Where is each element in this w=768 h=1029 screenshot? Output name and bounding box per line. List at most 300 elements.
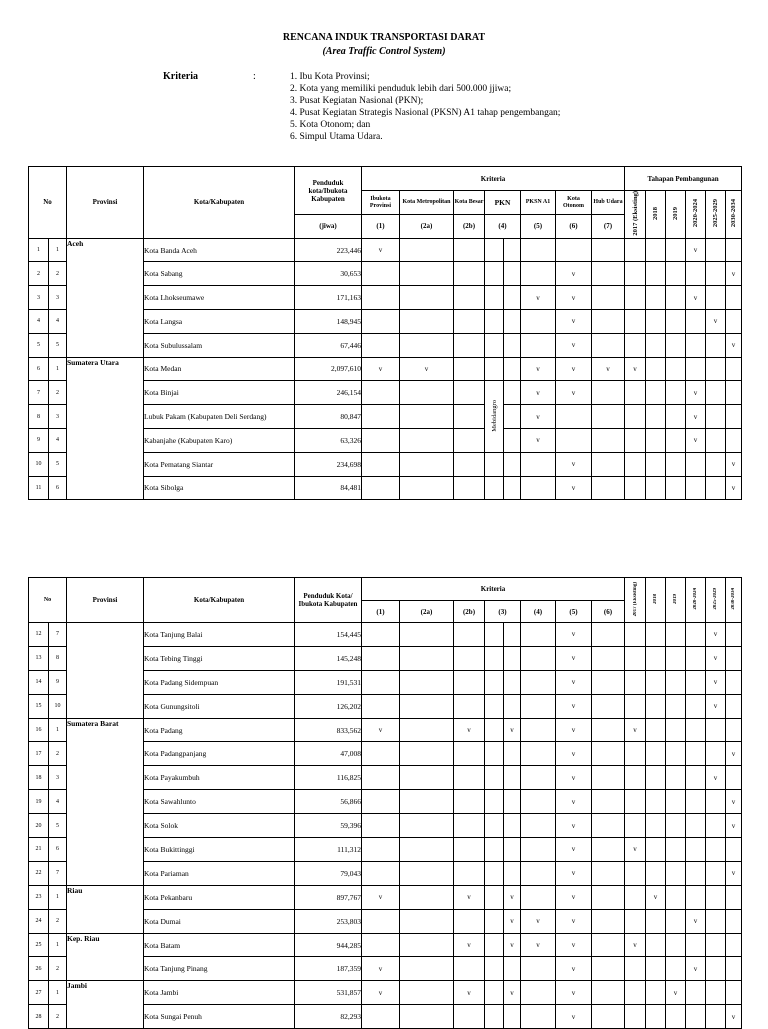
year-mark bbox=[706, 814, 726, 838]
criteria-mark: v bbox=[556, 981, 592, 1005]
criteria-mark bbox=[592, 885, 625, 909]
population-cell: 246,154 bbox=[295, 381, 362, 405]
criteria-mark bbox=[521, 1005, 556, 1029]
header-year: 2030-2034 bbox=[730, 199, 738, 228]
table-row bbox=[29, 981, 742, 1005]
criteria-mark bbox=[362, 286, 400, 310]
header-no: No bbox=[29, 167, 67, 239]
criteria-mark bbox=[362, 452, 400, 476]
year-mark bbox=[646, 766, 666, 790]
header-crit-code: (2a) bbox=[400, 601, 454, 623]
criteria-mark bbox=[400, 405, 454, 429]
population-cell: 148,945 bbox=[295, 310, 362, 334]
year-mark bbox=[666, 861, 686, 885]
year-mark bbox=[666, 262, 686, 286]
year-mark bbox=[706, 428, 726, 452]
year-mark bbox=[666, 909, 686, 933]
criteria-mark: v bbox=[400, 357, 454, 381]
year-mark bbox=[646, 694, 666, 718]
criteria-mark bbox=[362, 405, 400, 429]
criteria-mark: v bbox=[556, 452, 592, 476]
row-subnumber: 3 bbox=[49, 405, 67, 429]
criteria-mark bbox=[592, 333, 625, 357]
year-mark bbox=[666, 838, 686, 862]
criteria-mark bbox=[362, 838, 400, 862]
year-mark bbox=[686, 861, 706, 885]
year-mark bbox=[686, 814, 706, 838]
criteria-mark bbox=[485, 933, 504, 957]
criteria-mark: v bbox=[556, 670, 592, 694]
criteria-mark bbox=[485, 476, 504, 500]
year-mark bbox=[646, 333, 666, 357]
criteria-mark bbox=[504, 405, 521, 429]
criteria-mark bbox=[400, 381, 454, 405]
criteria-mark bbox=[400, 861, 454, 885]
year-mark bbox=[686, 310, 706, 334]
header-crit-code: (1) bbox=[362, 215, 400, 238]
year-mark: v bbox=[726, 790, 742, 814]
year-mark bbox=[686, 357, 706, 381]
province-cell bbox=[67, 623, 144, 719]
city-cell: Kota Tebing Tinggi bbox=[144, 646, 295, 670]
criteria-mark bbox=[592, 861, 625, 885]
year-mark bbox=[706, 909, 726, 933]
criteria-mark bbox=[485, 623, 504, 647]
criteria-mark bbox=[485, 286, 504, 310]
year-mark bbox=[666, 310, 686, 334]
criteria-mark: v bbox=[556, 333, 592, 357]
criteria-mark bbox=[400, 814, 454, 838]
criteria-mark bbox=[362, 428, 400, 452]
criteria-mark bbox=[504, 814, 521, 838]
criteria-mark bbox=[504, 861, 521, 885]
city-cell: Kota Sabang bbox=[144, 262, 295, 286]
year-mark bbox=[625, 766, 646, 790]
criteria-mark bbox=[485, 310, 504, 334]
criteria-mark bbox=[400, 670, 454, 694]
criteria-mark: v bbox=[556, 718, 592, 742]
criteria-mark bbox=[504, 428, 521, 452]
province-cell: Kep. Riau bbox=[67, 933, 144, 981]
header-year: 2030-2034 bbox=[731, 588, 736, 610]
year-mark bbox=[625, 981, 646, 1005]
header-year: 2018 bbox=[653, 594, 658, 604]
criteria-mark bbox=[592, 670, 625, 694]
header-crit-code: (6) bbox=[556, 215, 592, 238]
criteria-mark bbox=[592, 814, 625, 838]
criteria-mark bbox=[592, 310, 625, 334]
year-mark bbox=[646, 861, 666, 885]
criteria-mark bbox=[521, 694, 556, 718]
header-crit-code: (6) bbox=[592, 601, 625, 623]
year-mark bbox=[625, 790, 646, 814]
year-mark: v bbox=[726, 742, 742, 766]
row-number: 12 bbox=[29, 623, 49, 647]
criteria-mark bbox=[400, 694, 454, 718]
year-mark bbox=[666, 790, 686, 814]
year-mark bbox=[646, 981, 666, 1005]
criteria-mark bbox=[454, 646, 485, 670]
year-mark bbox=[726, 981, 742, 1005]
year-mark bbox=[706, 718, 726, 742]
criteria-mark bbox=[362, 742, 400, 766]
criteria-mark bbox=[504, 623, 521, 647]
year-mark: v bbox=[726, 262, 742, 286]
year-mark bbox=[686, 790, 706, 814]
criteria-mark bbox=[592, 476, 625, 500]
criteria-mark bbox=[521, 476, 556, 500]
year-mark bbox=[686, 623, 706, 647]
criteria-mark bbox=[504, 838, 521, 862]
header-kota: Kota/Kabupaten bbox=[144, 578, 295, 623]
year-mark bbox=[686, 646, 706, 670]
criteria-mark bbox=[400, 909, 454, 933]
year-mark bbox=[706, 286, 726, 310]
criteria-mark bbox=[454, 742, 485, 766]
header-crit-hub: Hub Udara bbox=[592, 191, 625, 215]
year-mark bbox=[666, 694, 686, 718]
criteria-mark: v bbox=[556, 357, 592, 381]
criteria-mark: v bbox=[521, 428, 556, 452]
row-subnumber: 3 bbox=[49, 766, 67, 790]
header-crit-kota-besar: Kota Besar bbox=[454, 191, 485, 215]
criteria-mark bbox=[592, 742, 625, 766]
year-mark bbox=[686, 1005, 706, 1029]
year-mark bbox=[625, 670, 646, 694]
criteria-mark bbox=[362, 381, 400, 405]
year-mark bbox=[686, 838, 706, 862]
table-row bbox=[29, 718, 742, 742]
header-year: 2019 bbox=[672, 206, 679, 220]
year-mark bbox=[625, 333, 646, 357]
criteria-mark bbox=[362, 333, 400, 357]
criteria-mark bbox=[485, 838, 504, 862]
year-mark bbox=[666, 238, 686, 262]
table-row bbox=[29, 885, 742, 909]
year-mark bbox=[646, 262, 666, 286]
year-mark bbox=[646, 790, 666, 814]
year-mark bbox=[666, 646, 686, 670]
city-cell: Kota Binjai bbox=[144, 381, 295, 405]
population-cell: 897,767 bbox=[295, 885, 362, 909]
criteria-mark bbox=[400, 333, 454, 357]
year-mark: v bbox=[726, 814, 742, 838]
year-mark bbox=[726, 909, 742, 933]
year-mark bbox=[726, 286, 742, 310]
criteria-mark bbox=[362, 766, 400, 790]
criteria-mark bbox=[592, 909, 625, 933]
year-mark: v bbox=[706, 694, 726, 718]
population-cell: 2,097,610 bbox=[295, 357, 362, 381]
year-mark bbox=[646, 623, 666, 647]
criteria-mark bbox=[400, 286, 454, 310]
year-mark bbox=[625, 286, 646, 310]
province-cell: Jambi bbox=[67, 981, 144, 1029]
city-cell: Kota Dumai bbox=[144, 909, 295, 933]
row-number: 4 bbox=[29, 310, 49, 334]
criteria-mark bbox=[454, 238, 485, 262]
year-mark bbox=[646, 670, 666, 694]
population-cell: 531,857 bbox=[295, 981, 362, 1005]
year-mark bbox=[666, 381, 686, 405]
province-cell: Riau bbox=[67, 885, 144, 933]
year-mark bbox=[686, 981, 706, 1005]
row-number: 11 bbox=[29, 476, 49, 500]
year-mark bbox=[646, 646, 666, 670]
year-mark bbox=[666, 333, 686, 357]
criteria-mark bbox=[454, 428, 485, 452]
city-cell: Kota Bukittinggi bbox=[144, 838, 295, 862]
criteria-mark bbox=[592, 790, 625, 814]
criteria-mark bbox=[521, 838, 556, 862]
year-mark bbox=[625, 262, 646, 286]
row-number: 26 bbox=[29, 957, 49, 981]
year-mark bbox=[625, 452, 646, 476]
year-mark: v bbox=[666, 981, 686, 1005]
year-mark bbox=[686, 933, 706, 957]
criteria-mark bbox=[400, 957, 454, 981]
criteria-mark: v bbox=[556, 814, 592, 838]
criteria-mark bbox=[521, 333, 556, 357]
criteria-mark bbox=[400, 310, 454, 334]
header-crit-pkn: PKN bbox=[485, 191, 521, 215]
population-cell: 171,163 bbox=[295, 286, 362, 310]
criteria-mark: v bbox=[521, 286, 556, 310]
criteria-mark bbox=[400, 885, 454, 909]
row-number: 17 bbox=[29, 742, 49, 766]
header-year: 2025-2029 bbox=[713, 588, 718, 610]
criteria-mark bbox=[362, 933, 400, 957]
header-no: No bbox=[29, 578, 67, 623]
criteria-mark bbox=[504, 766, 521, 790]
criteria-mark bbox=[504, 381, 521, 405]
year-mark bbox=[686, 742, 706, 766]
year-mark bbox=[646, 933, 666, 957]
year-mark bbox=[686, 452, 706, 476]
year-mark bbox=[726, 357, 742, 381]
city-cell: Kota Solok bbox=[144, 814, 295, 838]
row-subnumber: 2 bbox=[49, 381, 67, 405]
row-number: 19 bbox=[29, 790, 49, 814]
header-crit-code: (5) bbox=[556, 601, 592, 623]
row-subnumber: 2 bbox=[49, 909, 67, 933]
criteria-mark bbox=[485, 694, 504, 718]
criteria-mark bbox=[592, 694, 625, 718]
criteria-mark bbox=[592, 766, 625, 790]
criteria-mark bbox=[592, 1005, 625, 1029]
criteria-mark bbox=[485, 766, 504, 790]
document-subtitle: (Area Traffic Control System) bbox=[322, 46, 446, 57]
pkn-merged-label: Mebidangro bbox=[490, 399, 498, 432]
year-mark bbox=[666, 476, 686, 500]
row-number: 25 bbox=[29, 933, 49, 957]
criteria-mark bbox=[592, 646, 625, 670]
criteria-mark bbox=[592, 238, 625, 262]
year-mark bbox=[666, 742, 686, 766]
criteria-table-2 bbox=[28, 577, 742, 1029]
criteria-mark bbox=[362, 909, 400, 933]
criteria-mark bbox=[521, 766, 556, 790]
header-crit-otonom: Kota Otonom bbox=[556, 191, 592, 215]
table-row bbox=[29, 357, 742, 381]
header-year: 2018 bbox=[652, 206, 659, 220]
year-mark: v bbox=[646, 885, 666, 909]
header-year: 2020-2024 bbox=[692, 199, 699, 228]
row-subnumber: 3 bbox=[49, 286, 67, 310]
header-penduduk-unit: (jiwa) bbox=[295, 215, 362, 238]
year-mark bbox=[726, 694, 742, 718]
criteria-item: 1. Ibu Kota Provinsi; bbox=[290, 72, 370, 82]
city-cell: Kota Gunungsitoli bbox=[144, 694, 295, 718]
criteria-mark bbox=[592, 262, 625, 286]
row-number: 7 bbox=[29, 381, 49, 405]
criteria-mark bbox=[521, 238, 556, 262]
criteria-mark: v bbox=[362, 357, 400, 381]
population-cell: 67,446 bbox=[295, 333, 362, 357]
year-mark bbox=[646, 718, 666, 742]
criteria-mark bbox=[521, 623, 556, 647]
criteria-mark bbox=[362, 262, 400, 286]
year-mark: v bbox=[706, 623, 726, 647]
city-cell: Kota Sawahlunto bbox=[144, 790, 295, 814]
year-mark bbox=[726, 381, 742, 405]
population-cell: 59,396 bbox=[295, 814, 362, 838]
year-mark: v bbox=[686, 405, 706, 429]
province-cell: Sumatera Barat bbox=[67, 718, 144, 885]
criteria-mark: v bbox=[556, 790, 592, 814]
year-mark: v bbox=[706, 670, 726, 694]
criteria-mark bbox=[454, 694, 485, 718]
criteria-mark: v bbox=[556, 933, 592, 957]
city-cell: Kota Lhokseumawe bbox=[144, 286, 295, 310]
criteria-mark bbox=[485, 742, 504, 766]
criteria-mark bbox=[485, 718, 504, 742]
criteria-mark: v bbox=[556, 742, 592, 766]
criteria-mark bbox=[504, 357, 521, 381]
criteria-mark bbox=[521, 742, 556, 766]
year-mark: v bbox=[706, 766, 726, 790]
criteria-mark bbox=[521, 646, 556, 670]
year-mark bbox=[726, 885, 742, 909]
criteria-mark: v bbox=[556, 286, 592, 310]
year-mark bbox=[706, 933, 726, 957]
criteria-mark: v bbox=[454, 885, 485, 909]
header-year: 2017 (Eksisting) bbox=[631, 191, 639, 236]
criteria-label: Kriteria bbox=[163, 71, 198, 82]
header-crit-code: (4) bbox=[485, 215, 521, 238]
header-tahapan: Tahapan Pembangunan bbox=[625, 167, 742, 191]
year-mark bbox=[706, 981, 726, 1005]
criteria-mark bbox=[400, 790, 454, 814]
criteria-mark bbox=[454, 861, 485, 885]
criteria-mark bbox=[362, 694, 400, 718]
row-subnumber: 5 bbox=[49, 333, 67, 357]
criteria-mark bbox=[485, 861, 504, 885]
population-cell: 145,248 bbox=[295, 646, 362, 670]
header-crit-code: (3) bbox=[485, 601, 521, 623]
year-mark bbox=[726, 838, 742, 862]
population-cell: 187,359 bbox=[295, 957, 362, 981]
criteria-list bbox=[290, 71, 560, 144]
criteria-mark bbox=[521, 861, 556, 885]
criteria-mark bbox=[592, 405, 625, 429]
criteria-mark bbox=[454, 670, 485, 694]
year-mark bbox=[726, 718, 742, 742]
year-mark bbox=[625, 694, 646, 718]
population-cell: 126,202 bbox=[295, 694, 362, 718]
criteria-mark bbox=[592, 957, 625, 981]
year-mark bbox=[646, 476, 666, 500]
criteria-mark bbox=[400, 646, 454, 670]
row-number: 10 bbox=[29, 452, 49, 476]
criteria-mark bbox=[592, 933, 625, 957]
row-subnumber: 2 bbox=[49, 957, 67, 981]
year-mark bbox=[625, 428, 646, 452]
criteria-item: 3. Pusat Kegiatan Nasional (PKN); bbox=[290, 96, 424, 107]
criteria-mark bbox=[454, 357, 485, 381]
year-mark: v bbox=[625, 357, 646, 381]
criteria-mark bbox=[400, 981, 454, 1005]
criteria-mark bbox=[454, 333, 485, 357]
criteria-mark bbox=[504, 957, 521, 981]
criteria-mark: v bbox=[556, 957, 592, 981]
criteria-mark bbox=[485, 885, 504, 909]
criteria-mark bbox=[521, 957, 556, 981]
criteria-mark bbox=[362, 310, 400, 334]
criteria-mark: v bbox=[521, 381, 556, 405]
criteria-mark bbox=[521, 814, 556, 838]
row-subnumber: 5 bbox=[49, 452, 67, 476]
criteria-mark bbox=[592, 381, 625, 405]
header-year: 2019 bbox=[673, 594, 678, 604]
criteria-mark: v bbox=[556, 1005, 592, 1029]
row-subnumber: 6 bbox=[49, 476, 67, 500]
year-mark bbox=[666, 670, 686, 694]
row-number: 9 bbox=[29, 428, 49, 452]
row-subnumber: 10 bbox=[49, 694, 67, 718]
header-penduduk: Penduduk Kota/ Ibukota Kabupaten bbox=[295, 578, 362, 623]
criteria-mark: v bbox=[521, 405, 556, 429]
city-cell: Kota Padang Sidempuan bbox=[144, 670, 295, 694]
row-number: 21 bbox=[29, 838, 49, 862]
row-number: 15 bbox=[29, 694, 49, 718]
criteria-mark bbox=[485, 909, 504, 933]
pkn-merged-cell bbox=[485, 381, 504, 452]
criteria-mark bbox=[521, 310, 556, 334]
criteria-mark: v bbox=[454, 718, 485, 742]
criteria-mark: v bbox=[504, 718, 521, 742]
city-cell: Kabanjahe (Kabupaten Karo) bbox=[144, 428, 295, 452]
population-cell: 191,531 bbox=[295, 670, 362, 694]
document-title: RENCANA INDUK TRANSPORTASI DARAT bbox=[282, 32, 486, 43]
criteria-mark bbox=[400, 262, 454, 286]
city-cell: Kota Jambi bbox=[144, 981, 295, 1005]
row-number: 2 bbox=[29, 262, 49, 286]
criteria-mark: v bbox=[556, 381, 592, 405]
header-crit-code: (2b) bbox=[454, 601, 485, 623]
year-mark bbox=[646, 814, 666, 838]
criteria-mark bbox=[400, 766, 454, 790]
city-cell: Kota Banda Aceh bbox=[144, 238, 295, 262]
year-mark bbox=[686, 476, 706, 500]
year-mark bbox=[706, 381, 726, 405]
city-cell: Kota Medan bbox=[144, 357, 295, 381]
year-mark: v bbox=[686, 381, 706, 405]
header-crit-code: (4) bbox=[521, 601, 556, 623]
population-cell: 84,481 bbox=[295, 476, 362, 500]
year-mark bbox=[625, 646, 646, 670]
year-mark bbox=[666, 766, 686, 790]
